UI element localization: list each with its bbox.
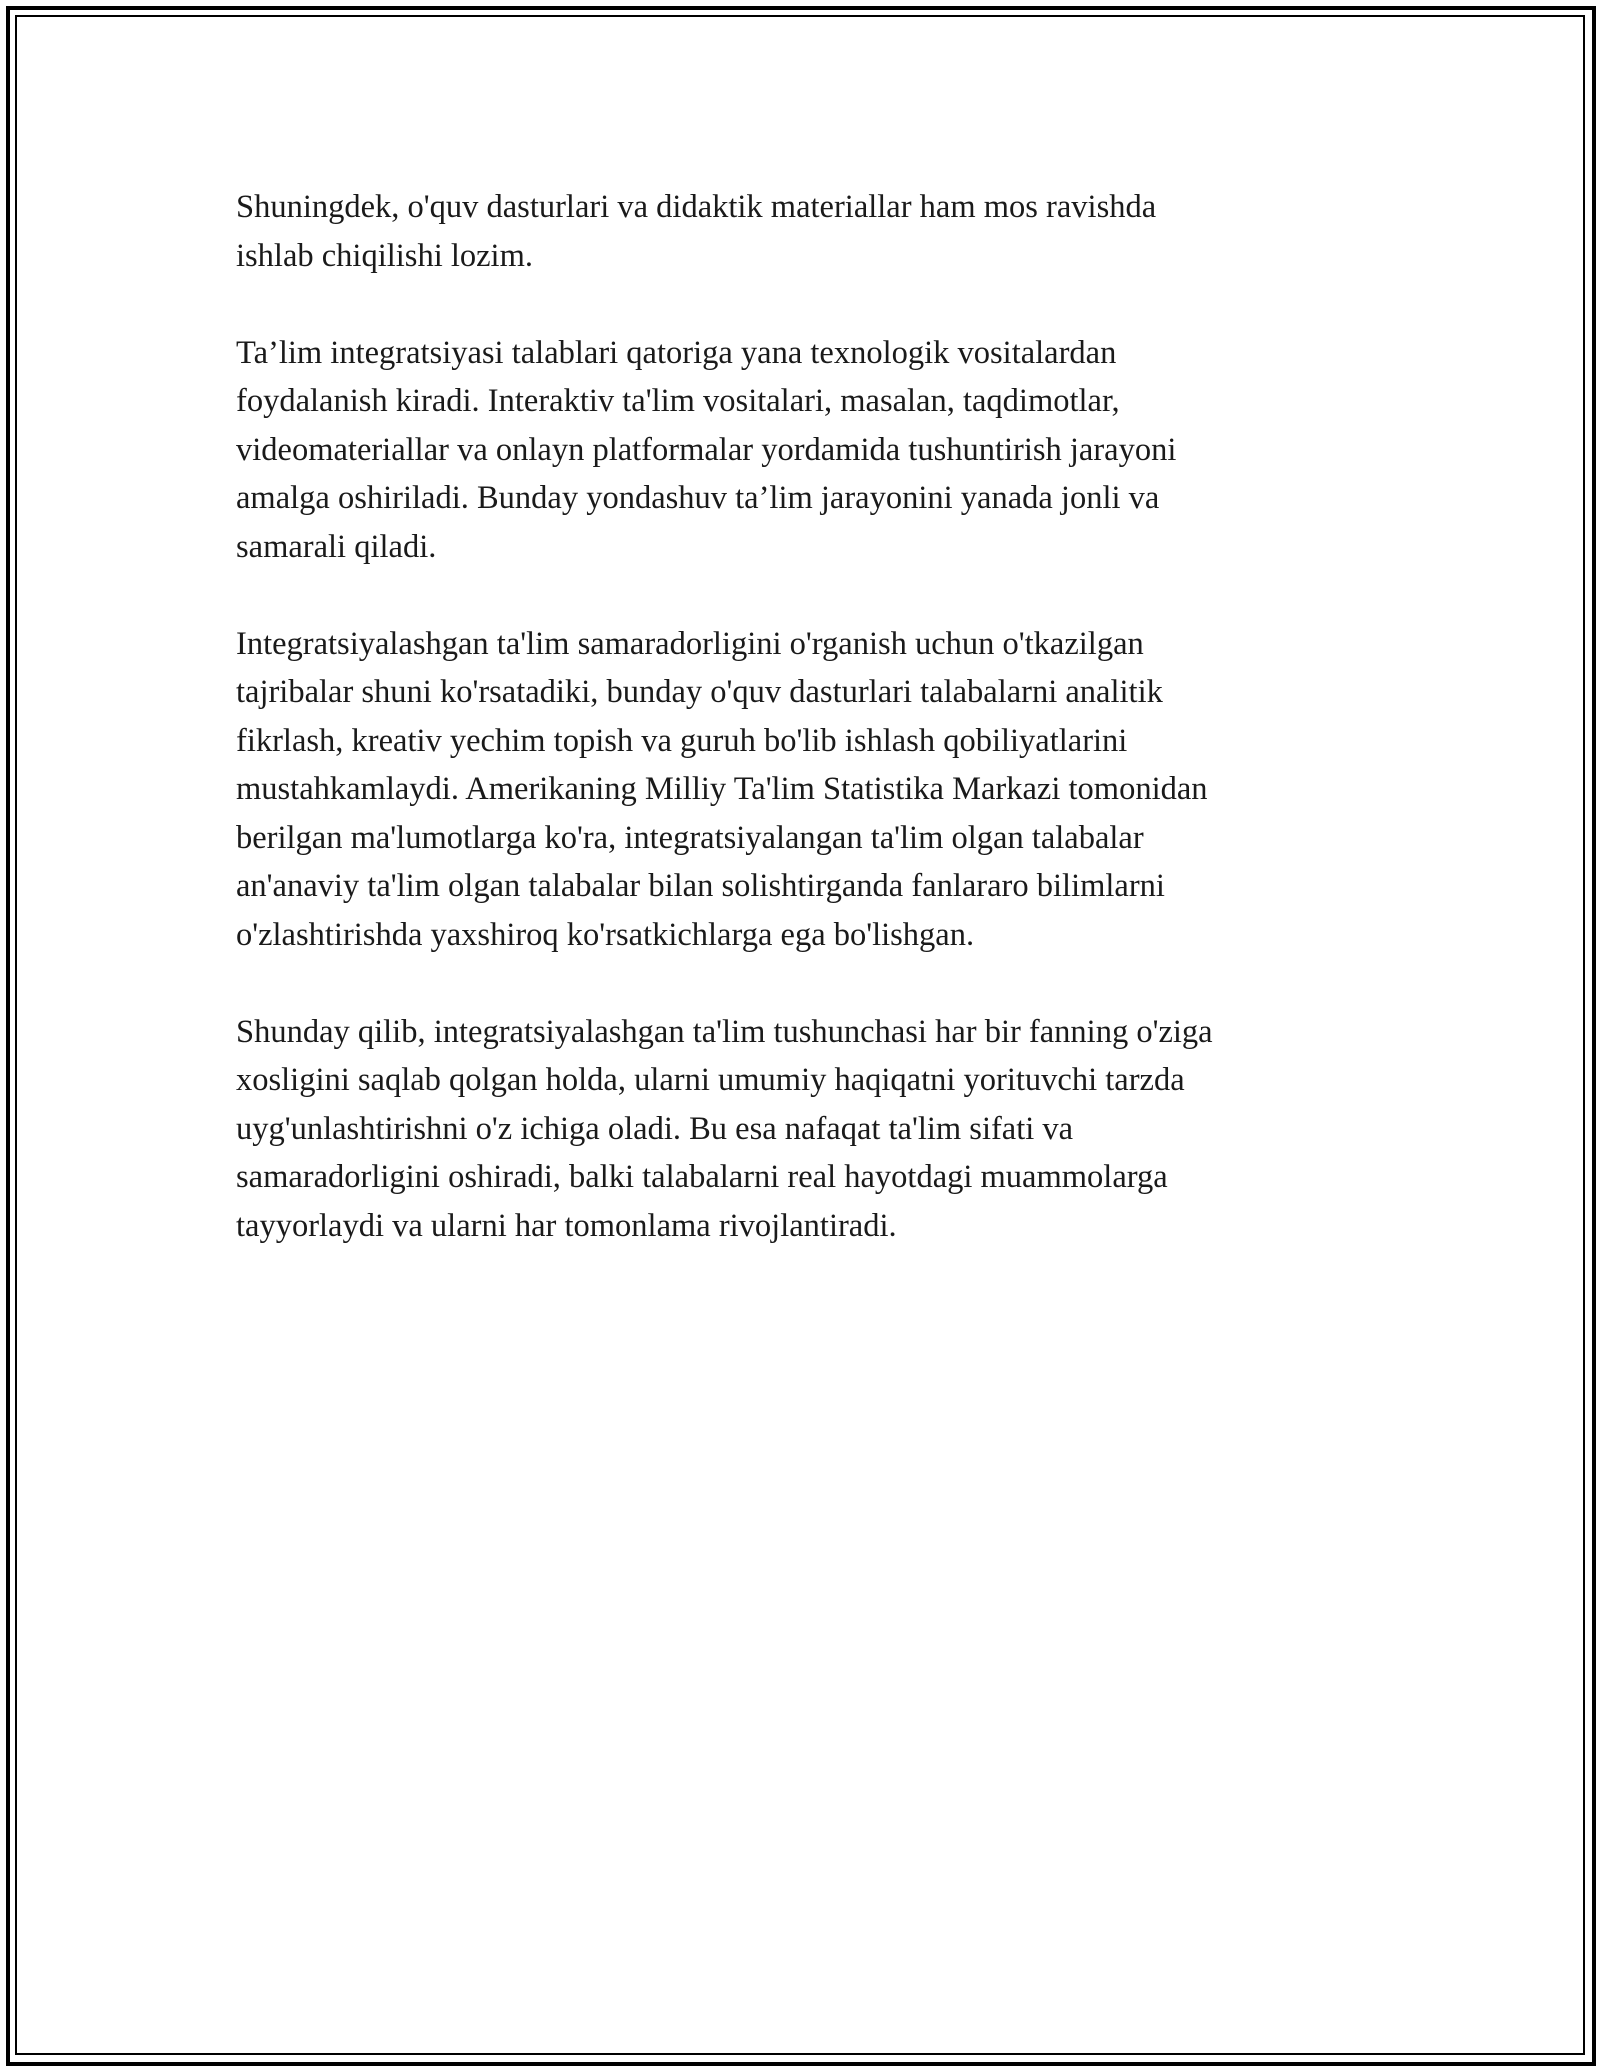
paragraph-4: Shunday qilib, integratsiyalashgan ta'lim tushunchasi har bir fanning o'ziga xosligini saqlab qolgan holda, ularni umumiy haqiqatni yorituvchi tarzda uyg'unlashtirishni o'z ichiga oladi. Bu esa nafaqat ta'lim sifati va samaradorligini oshiradi, balki talabalarni real hayotdagi muammolarga tayyorlaydi va ularni har tomonlama rivojlantiradi. — [236, 1013, 1213, 1244]
paragraph-1: Shuningdek, o'quv dasturlari va didaktik materiallar ham mos ravishda ishlab chiqilishi lozim. — [236, 189, 1157, 274]
document-body — [236, 183, 1356, 1299]
paragraph-3: Integratsiyalashgan ta'lim samaradorligini o'rganish uchun o'tkazilgan tajribalar shuni ko'rsatadiki, bunday o'quv dasturlari talabalarni analitik fikrlash, kreativ yechim topish va guruh bo'lib ishlash qobiliyatlarini mustahkamlaydi. Amerikaning Milliy Ta'lim Statistika Markazi tomonidan berilgan ma'lumotlarga ko'ra, integratsiyalangan ta'lim olgan talabalar an'anaviy ta'lim olgan talabalar bilan solishtirganda fanlararo bilimlarni o'zlashtirishda yaxshiroq ko'rsatkichlarga ega bo'lishgan. — [236, 625, 1208, 953]
paragraph-2: Ta’lim integratsiyasi talablari qatoriga yana texnologik vositalardan foydalanish kiradi. Interaktiv ta'lim vositalari, masalan, taqdimotlar, videomateriallar va onlayn platformalar yordamida tushuntirish jarayoni amalga oshiriladi. Bunday yondashuv ta’lim jarayonini yanada jonli va samarali qiladi. — [236, 334, 1177, 565]
